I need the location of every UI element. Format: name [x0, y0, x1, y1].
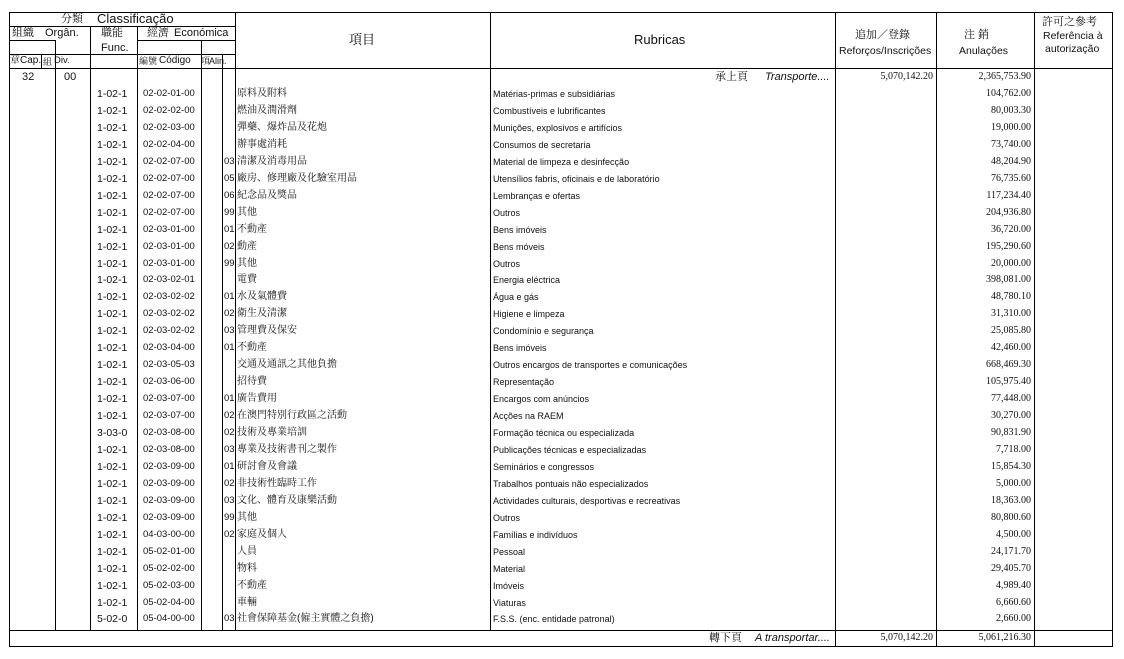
- row-codigo: 02-03-01-00: [143, 241, 195, 252]
- row-anulacao: 7,718.00: [996, 444, 1031, 455]
- row-anulacao: 6,660.60: [996, 597, 1031, 608]
- row-func: 1-02-1: [97, 461, 128, 473]
- row-anulacao: 117,234.40: [986, 190, 1031, 201]
- rule: [55, 40, 56, 630]
- row-func: 1-02-1: [97, 274, 128, 286]
- row-alin: 06: [224, 190, 235, 201]
- row-anulacao: 48,780.10: [991, 291, 1031, 302]
- row-func: 1-02-1: [97, 512, 128, 524]
- row-item-zh: 專業及技術書刊之製作: [237, 444, 337, 455]
- row-anulacao: 204,936.80: [986, 207, 1031, 218]
- row-func: 1-02-1: [97, 308, 128, 320]
- carry-out-reforcos: 5,070,142.20: [880, 632, 933, 643]
- row-anulacao: 31,310.00: [991, 308, 1031, 319]
- organica-pt: Orgân.: [45, 27, 79, 39]
- row-rubrica-pt: F.S.S. (enc. entidade patronal): [493, 614, 615, 624]
- row-func: 3-03-0: [97, 427, 128, 439]
- row-alin: 03: [224, 495, 235, 506]
- row-item-zh: 電費: [237, 274, 257, 285]
- row-item-zh: 燃油及潤滑劑: [237, 105, 297, 116]
- row-item-zh: 清潔及消毒用品: [237, 156, 307, 167]
- rule: [137, 40, 235, 41]
- row-alin: 02: [224, 308, 235, 319]
- row-rubrica-pt: Pessoal: [493, 547, 526, 557]
- row-codigo: 02-03-09-00: [143, 461, 195, 472]
- rule: [201, 40, 202, 630]
- rubricas-header: Rubricas: [634, 32, 686, 47]
- row-codigo: 02-02-03-00: [143, 122, 195, 133]
- carry-out-label-pt: A transportar....: [755, 632, 830, 644]
- ref-pt1: Referência à: [1043, 30, 1103, 42]
- row-alin: 01: [224, 291, 235, 302]
- row-func: 1-02-1: [97, 342, 128, 354]
- row-anulacao: 4,989.40: [996, 580, 1031, 591]
- row-func: 1-02-1: [97, 410, 128, 422]
- row-item-zh: 家庭及個人: [237, 529, 287, 540]
- ref-zh: 許可之參考: [1042, 16, 1097, 28]
- rule: [9, 12, 1113, 13]
- row-codigo: 05-02-02-00: [143, 563, 195, 574]
- row-item-zh: 紀念品及獎品: [237, 190, 297, 201]
- row-rubrica-pt: Encargos com anúncios: [493, 394, 590, 404]
- rule: [137, 26, 138, 630]
- row-anulacao: 76,735.60: [991, 173, 1031, 184]
- row-rubrica-pt: Actividades culturais, desportivas e recreativas: [493, 496, 681, 506]
- row-codigo: 02-03-01-00: [143, 224, 195, 235]
- row-item-zh: 文化、體育及康樂活動: [237, 495, 337, 506]
- row-func: 1-02-1: [97, 190, 128, 202]
- row-rubrica-pt: Condomínio e segurança: [493, 326, 594, 336]
- rule: [1112, 12, 1113, 647]
- rule: [1034, 12, 1035, 647]
- classificacao-zh: 分類: [61, 13, 83, 25]
- carry-in-label-zh: 承上頁: [715, 71, 748, 83]
- row-alin: 02: [224, 529, 235, 540]
- anulacoes-pt: Anulações: [959, 45, 1009, 57]
- row-codigo: 02-03-06-00: [143, 376, 195, 387]
- row-alin: 99: [224, 258, 235, 269]
- row-func: 1-02-1: [97, 241, 128, 253]
- row-anulacao: 105,975.40: [986, 376, 1031, 387]
- row-codigo: 05-02-01-00: [143, 546, 195, 557]
- row-item-zh: 衛生及清潔: [237, 308, 287, 319]
- row-codigo: 05-04-00-00: [143, 613, 195, 624]
- row-alin: 01: [224, 393, 235, 404]
- row-alin: 99: [224, 207, 235, 218]
- row-func: 1-02-1: [97, 376, 128, 388]
- row-anulacao: 80,003.30: [991, 105, 1031, 116]
- itens-zh: 項目: [349, 32, 376, 47]
- row-anulacao: 25,085.80: [991, 325, 1031, 336]
- row-func: 1-02-1: [97, 495, 128, 507]
- row-codigo: 02-03-02-02: [143, 308, 195, 319]
- row-item-zh: 原料及附料: [237, 88, 287, 99]
- row-anulacao: 29,405.70: [991, 563, 1031, 574]
- carry-out-label-zh: 轉下頁: [709, 632, 742, 644]
- ref-pt2: autorização: [1045, 43, 1100, 55]
- economica-zh: 經濟: [147, 27, 169, 39]
- carry-out-anulacoes: 5,061,216.30: [978, 632, 1031, 643]
- row-anulacao: 48,204.90: [991, 156, 1031, 167]
- row-rubrica-pt: Bens móveis: [493, 242, 545, 252]
- rule: [235, 12, 236, 630]
- row-anulacao: 2,660.00: [996, 613, 1031, 624]
- row-func: 1-02-1: [97, 325, 128, 337]
- rule: [936, 12, 937, 647]
- economica-pt: Económica: [174, 27, 229, 39]
- row-anulacao: 668,469.30: [986, 359, 1031, 370]
- row-func: 1-02-1: [97, 444, 128, 456]
- row-codigo: 02-02-07-00: [143, 156, 195, 167]
- row-item-zh: 辦事處消耗: [237, 139, 287, 150]
- reforcos-zh: 追加／登錄: [855, 29, 910, 41]
- row-rubrica-pt: Outros encargos de transportes e comunicações: [493, 360, 688, 370]
- row-func: 1-02-1: [97, 291, 128, 303]
- row-codigo: 02-02-07-00: [143, 190, 195, 201]
- row-rubrica-pt: Consumos de secretaria: [493, 140, 591, 150]
- row-item-zh: 研討會及會議: [237, 461, 297, 472]
- row-codigo: 04-03-00-00: [143, 529, 195, 540]
- budget-sheet: [9, 12, 1113, 649]
- row-alin: 01: [224, 224, 235, 235]
- row-codigo: 02-03-09-00: [143, 478, 195, 489]
- row-anulacao: 90,831.90: [991, 427, 1031, 438]
- row-alin: 03: [224, 156, 235, 167]
- row-func: 1-02-1: [97, 546, 128, 558]
- row-codigo: 02-03-09-00: [143, 495, 195, 506]
- row-func: 1-02-1: [97, 88, 128, 100]
- anulacoes-zh: 注 銷: [964, 29, 990, 41]
- row-alin: 01: [224, 461, 235, 472]
- row-rubrica-pt: Representação: [493, 377, 555, 387]
- codigo-zh: 編號: [139, 56, 158, 66]
- cap-code: 32: [22, 71, 35, 83]
- row-item-zh: 其他: [237, 512, 257, 523]
- row-codigo: 02-02-02-00: [143, 105, 195, 116]
- row-func: 1-02-1: [97, 207, 128, 219]
- row-item-zh: 不動產: [237, 580, 267, 591]
- row-alin: 03: [224, 613, 235, 624]
- rule: [41, 54, 42, 68]
- rule: [222, 54, 223, 630]
- row-item-zh: 管理費及保安: [237, 325, 297, 336]
- row-anulacao: 15,854.30: [991, 461, 1031, 472]
- rule: [9, 40, 55, 41]
- row-func: 1-02-1: [97, 478, 128, 490]
- div-zh: 組: [43, 57, 53, 67]
- row-item-zh: 廠房、修理廠及化驗室用品: [237, 173, 357, 184]
- row-rubrica-pt: Seminários e congressos: [493, 462, 595, 472]
- row-item-zh: 物料: [237, 563, 257, 574]
- row-anulacao: 398,081.00: [986, 274, 1031, 285]
- row-alin: 01: [224, 342, 235, 353]
- row-item-zh: 在澳門特別行政區之活動: [237, 410, 347, 421]
- cap-label: 章Cap.: [10, 55, 42, 66]
- rule: [835, 12, 836, 647]
- row-func: 1-02-1: [97, 393, 128, 405]
- row-rubrica-pt: Publicações técnicas e especializadas: [493, 445, 647, 455]
- carry-in-label-pt: Transporte....: [765, 71, 830, 83]
- rule: [9, 646, 1113, 647]
- row-alin: 03: [224, 325, 235, 336]
- row-anulacao: 4,500.00: [996, 529, 1031, 540]
- row-anulacao: 36,720.00: [991, 224, 1031, 235]
- row-anulacao: 42,460.00: [991, 342, 1031, 353]
- row-item-zh: 招待費: [237, 376, 267, 387]
- row-func: 1-02-1: [97, 122, 128, 134]
- row-rubrica-pt: Matérias-primas e subsidiárias: [493, 89, 616, 99]
- row-item-zh: 社會保障基金(僱主實體之負擔): [237, 613, 374, 624]
- row-rubrica-pt: Material: [493, 564, 526, 574]
- carry-in-reforcos: 5,070,142.20: [880, 71, 933, 82]
- row-anulacao: 195,290.60: [986, 241, 1031, 252]
- row-codigo: 02-03-07-00: [143, 393, 195, 404]
- row-rubrica-pt: Munições, explosivos e artifícios: [493, 123, 623, 133]
- row-rubrica-pt: Outros: [493, 513, 521, 523]
- row-rubrica-pt: Bens imóveis: [493, 343, 547, 353]
- row-item-zh: 車輛: [237, 597, 257, 608]
- row-anulacao: 80,800.60: [991, 512, 1031, 523]
- row-rubrica-pt: Trabalhos pontuais não especializados: [493, 479, 649, 489]
- row-func: 1-02-1: [97, 224, 128, 236]
- funcional-zh: 職能: [101, 27, 123, 39]
- row-item-zh: 動產: [237, 241, 257, 252]
- row-codigo: 02-03-02-02: [143, 325, 195, 336]
- row-anulacao: 20,000.00: [991, 258, 1031, 269]
- row-anulacao: 77,448.00: [991, 393, 1031, 404]
- row-rubrica-pt: Combustíveis e lubrificantes: [493, 106, 606, 116]
- row-anulacao: 30,270.00: [991, 410, 1031, 421]
- row-rubrica-pt: Acções na RAEM: [493, 411, 564, 421]
- row-anulacao: 73,740.00: [991, 139, 1031, 150]
- row-codigo: 02-03-04-00: [143, 342, 195, 353]
- row-alin: 02: [224, 478, 235, 489]
- row-codigo: 02-02-01-00: [143, 88, 195, 99]
- rule: [9, 12, 10, 647]
- row-func: 1-02-1: [97, 563, 128, 575]
- row-rubrica-pt: Utensílios fabris, oficinais e de laboratório: [493, 174, 660, 184]
- classificacao-pt: Classificação: [97, 11, 174, 26]
- rule: [90, 26, 91, 630]
- row-item-zh: 廣告費用: [237, 393, 277, 404]
- row-anulacao: 24,171.70: [991, 546, 1031, 557]
- row-func: 1-02-1: [97, 173, 128, 185]
- row-func: 1-02-1: [97, 597, 128, 609]
- row-rubrica-pt: Famílias e indivíduos: [493, 530, 578, 540]
- row-codigo: 02-03-01-00: [143, 258, 195, 269]
- row-rubrica-pt: Material de limpeza e desinfecção: [493, 157, 630, 167]
- row-item-zh: 技術及專業培訓: [237, 427, 307, 438]
- row-anulacao: 19,000.00: [991, 122, 1031, 133]
- row-alin: 03: [224, 444, 235, 455]
- row-codigo: 05-02-03-00: [143, 580, 195, 591]
- row-codigo: 02-03-09-00: [143, 512, 195, 523]
- row-codigo: 02-03-02-01: [143, 274, 195, 285]
- row-rubrica-pt: Outros: [493, 208, 521, 218]
- row-codigo: 02-02-04-00: [143, 139, 195, 150]
- row-func: 1-02-1: [97, 139, 128, 151]
- row-anulacao: 104,762.00: [986, 88, 1031, 99]
- row-item-zh: 不動產: [237, 342, 267, 353]
- div-code: 00: [64, 71, 77, 83]
- alin-zh: 項: [201, 56, 211, 66]
- codigo-pt: Código: [159, 55, 191, 66]
- row-item-zh: 其他: [237, 258, 257, 269]
- row-item-zh: 交通及通訊之其他負擔: [237, 359, 337, 370]
- row-item-zh: 水及氣體費: [237, 291, 287, 302]
- rule: [9, 68, 1113, 69]
- row-item-zh: 彈藥、爆炸品及花炮: [237, 122, 327, 133]
- row-alin: 02: [224, 241, 235, 252]
- row-codigo: 02-03-05-03: [143, 359, 195, 370]
- row-rubrica-pt: Viaturas: [493, 598, 526, 608]
- row-rubrica-pt: Energia eléctrica: [493, 275, 561, 285]
- row-codigo: 02-03-07-00: [143, 410, 195, 421]
- row-alin: 99: [224, 512, 235, 523]
- rule: [9, 630, 1113, 631]
- row-alin: 05: [224, 173, 235, 184]
- row-alin: 02: [224, 410, 235, 421]
- row-func: 5-02-0: [97, 613, 128, 625]
- carry-in-anulacoes: 2,365,753.90: [978, 71, 1031, 82]
- row-rubrica-pt: Formação técnica ou especializada: [493, 428, 635, 438]
- row-codigo: 05-02-04-00: [143, 597, 195, 608]
- row-item-zh: 非技術性臨時工作: [237, 478, 317, 489]
- row-anulacao: 18,363.00: [991, 495, 1031, 506]
- row-func: 1-02-1: [97, 258, 128, 270]
- organica-zh: 組織: [12, 27, 34, 39]
- row-func: 1-02-1: [97, 580, 128, 592]
- row-codigo: 02-03-08-00: [143, 427, 195, 438]
- row-item-zh: 人員: [237, 546, 257, 557]
- funcional-pt: Func.: [101, 42, 129, 54]
- row-rubrica-pt: Bens imóveis: [493, 225, 547, 235]
- row-item-zh: 不動產: [237, 224, 267, 235]
- row-func: 1-02-1: [97, 156, 128, 168]
- row-func: 1-02-1: [97, 105, 128, 117]
- row-codigo: 02-03-08-00: [143, 444, 195, 455]
- row-rubrica-pt: Água e gás: [493, 292, 539, 302]
- row-codigo: 02-02-07-00: [143, 207, 195, 218]
- row-codigo: 02-03-02-02: [143, 291, 195, 302]
- rule: [490, 12, 491, 630]
- row-rubrica-pt: Lembranças e ofertas: [493, 191, 581, 201]
- row-rubrica-pt: Higiene e limpeza: [493, 309, 565, 319]
- row-rubrica-pt: Imóveis: [493, 581, 525, 591]
- row-anulacao: 5,000.00: [996, 478, 1031, 489]
- row-item-zh: 其他: [237, 207, 257, 218]
- row-func: 1-02-1: [97, 359, 128, 371]
- alin-pt: Alin.: [209, 56, 227, 66]
- reforcos-pt: Reforços/Inscrições: [839, 45, 932, 57]
- row-alin: 02: [224, 427, 235, 438]
- row-codigo: 02-02-07-00: [143, 173, 195, 184]
- row-func: 1-02-1: [97, 529, 128, 541]
- row-rubrica-pt: Outros: [493, 259, 521, 269]
- div-pt: Div.: [54, 55, 70, 66]
